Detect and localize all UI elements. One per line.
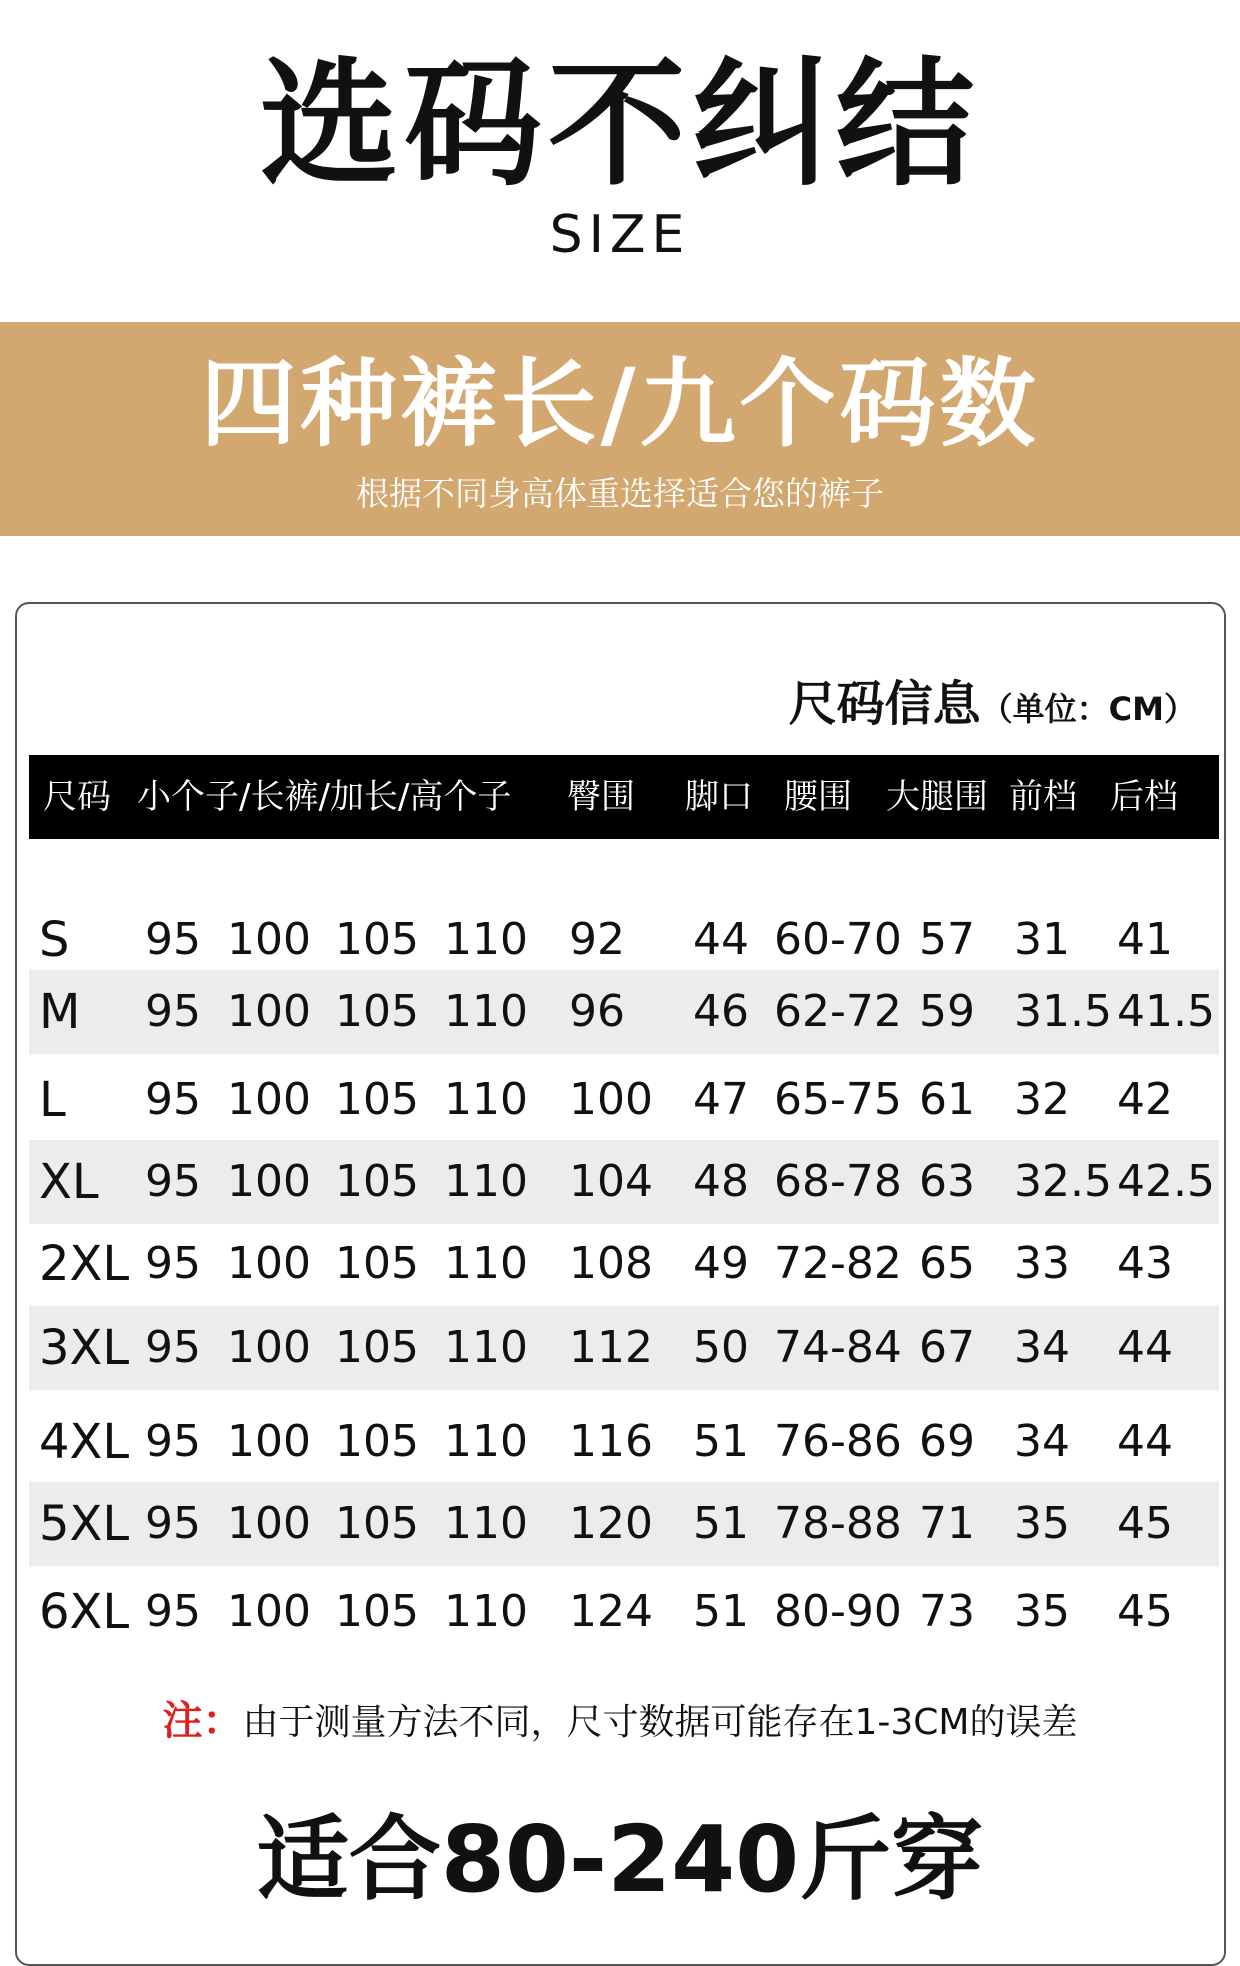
cell-len-tall: 110 [444,1156,528,1207]
cell-hip: 112 [569,1322,653,1373]
cell-len-long: 105 [335,1156,419,1207]
cell-len-tall: 110 [444,986,528,1037]
cell-leg-opening: 47 [693,1074,749,1125]
cell-waist: 72-82 [774,1238,902,1289]
cell-len-long: 105 [335,1498,419,1549]
cell-leg-opening: 48 [693,1156,749,1207]
table-row [29,1306,1219,1390]
cell-hip: 92 [569,914,625,965]
cell-len-short: 95 [145,1586,201,1637]
cell-back-rise: 45 [1117,1586,1173,1637]
cell-thigh: 63 [919,1156,975,1207]
note-text: 由于测量方法不同，尺寸数据可能存在1-3CM的误差 [242,1702,1078,1743]
header-length: 小个子/长裤/加长/高个子 [137,777,512,817]
cell-front-rise: 35 [1014,1586,1070,1637]
cell-len-tall: 110 [444,1322,528,1373]
cell-front-rise: 34 [1014,1416,1070,1467]
banner-subtitle: 根据不同身高体重选择适合您的裤子 [356,474,884,513]
header-thigh: 大腿围 [886,777,988,817]
cell-len-long: 105 [335,986,419,1037]
cell-back-rise: 41 [1117,914,1173,965]
cell-front-rise: 32.5 [1014,1156,1112,1207]
cell-size: 4XL [39,1414,130,1470]
cell-len-regular: 100 [227,1322,311,1373]
size-table-header [29,755,1219,839]
cell-size: L [39,1072,66,1128]
cell-hip: 96 [569,986,625,1037]
cell-len-tall: 110 [444,1074,528,1125]
header-back-rise: 后档 [1110,777,1178,817]
cell-len-long: 105 [335,1238,419,1289]
cell-waist: 76-86 [774,1416,902,1467]
size-table-unit: （单位：CM） [980,690,1196,728]
cell-back-rise: 42 [1117,1074,1173,1125]
cell-hip: 124 [569,1586,653,1637]
cell-front-rise: 34 [1014,1322,1070,1373]
cell-leg-opening: 46 [693,986,749,1037]
cell-back-rise: 41.5 [1117,986,1215,1037]
cell-front-rise: 33 [1014,1238,1070,1289]
cell-back-rise: 42.5 [1117,1156,1215,1207]
footer-weight-range: 适合80-240斤穿 [256,1806,984,1913]
cell-len-long: 105 [335,1074,419,1125]
header-waist: 腰围 [784,777,852,817]
cell-len-short: 95 [145,1498,201,1549]
table-row [29,1400,1219,1484]
header-leg-opening: 脚口 [685,777,753,817]
cell-waist: 74-84 [774,1322,902,1373]
cell-back-rise: 45 [1117,1498,1173,1549]
cell-thigh: 67 [919,1322,975,1373]
table-row [29,1140,1219,1224]
cell-waist: 60-70 [774,914,902,965]
cell-len-regular: 100 [227,1238,311,1289]
cell-len-long: 105 [335,1586,419,1637]
cell-front-rise: 31 [1014,914,1070,965]
cell-thigh: 65 [919,1238,975,1289]
cell-len-regular: 100 [227,1416,311,1467]
cell-thigh: 71 [919,1498,975,1549]
cell-waist: 65-75 [774,1074,902,1125]
cell-front-rise: 32 [1014,1074,1070,1125]
cell-hip: 120 [569,1498,653,1549]
cell-len-tall: 110 [444,1586,528,1637]
cell-leg-opening: 51 [693,1498,749,1549]
cell-size: S [39,912,70,968]
cell-len-regular: 100 [227,986,311,1037]
cell-len-tall: 110 [444,1238,528,1289]
cell-len-long: 105 [335,1416,419,1467]
cell-waist: 78-88 [774,1498,902,1549]
banner-title: 四种裤长/九个码数 [200,348,1040,460]
cell-leg-opening: 49 [693,1238,749,1289]
cell-len-long: 105 [335,914,419,965]
cell-back-rise: 43 [1117,1238,1173,1289]
cell-back-rise: 44 [1117,1322,1173,1373]
cell-len-short: 95 [145,1416,201,1467]
cell-hip: 108 [569,1238,653,1289]
table-row [29,1222,1219,1306]
table-row [29,1482,1219,1566]
size-table-title-text: 尺码信息 [788,676,981,732]
cell-size: 5XL [39,1496,130,1552]
cell-len-tall: 110 [444,1416,528,1467]
cell-leg-opening: 44 [693,914,749,965]
header-size: 尺码 [43,777,111,817]
cell-len-short: 95 [145,914,201,965]
cell-size: 2XL [39,1236,130,1292]
cell-waist: 80-90 [774,1586,902,1637]
cell-size: 6XL [39,1584,130,1640]
cell-thigh: 61 [919,1074,975,1125]
cell-size: M [39,984,81,1040]
cell-len-short: 95 [145,1322,201,1373]
cell-len-tall: 110 [444,914,528,965]
header-hip: 臀围 [567,777,635,817]
table-row [29,1058,1219,1142]
cell-front-rise: 31.5 [1014,986,1112,1037]
page-subtitle: SIZE [549,205,691,265]
note [0,1695,1240,1749]
cell-thigh: 57 [919,914,975,965]
cell-waist: 62-72 [774,986,902,1037]
cell-len-regular: 100 [227,1074,311,1125]
cell-waist: 68-78 [774,1156,902,1207]
cell-hip: 104 [569,1156,653,1207]
cell-hip: 100 [569,1074,653,1125]
cell-leg-opening: 50 [693,1322,749,1373]
cell-leg-opening: 51 [693,1416,749,1467]
cell-len-short: 95 [145,1238,201,1289]
cell-hip: 116 [569,1416,653,1467]
cell-len-long: 105 [335,1322,419,1373]
cell-len-regular: 100 [227,1498,311,1549]
cell-len-short: 95 [145,1156,201,1207]
cell-size: 3XL [39,1320,130,1376]
cell-front-rise: 35 [1014,1498,1070,1549]
cell-len-regular: 100 [227,1586,311,1637]
cell-size: XL [39,1154,99,1210]
header-front-rise: 前档 [1009,777,1077,817]
cell-len-tall: 110 [444,1498,528,1549]
size-table-title [789,674,1196,739]
cell-len-short: 95 [145,1074,201,1125]
page-title: 选码不纠结 [259,44,980,205]
banner [0,322,1240,536]
cell-len-regular: 100 [227,914,311,965]
cell-thigh: 59 [919,986,975,1037]
note-label: 注： [162,1698,243,1744]
cell-len-regular: 100 [227,1156,311,1207]
cell-back-rise: 44 [1117,1416,1173,1467]
cell-len-short: 95 [145,986,201,1037]
cell-thigh: 73 [919,1586,975,1637]
cell-thigh: 69 [919,1416,975,1467]
cell-leg-opening: 51 [693,1586,749,1637]
table-row [29,970,1219,1054]
table-row [29,1570,1219,1654]
